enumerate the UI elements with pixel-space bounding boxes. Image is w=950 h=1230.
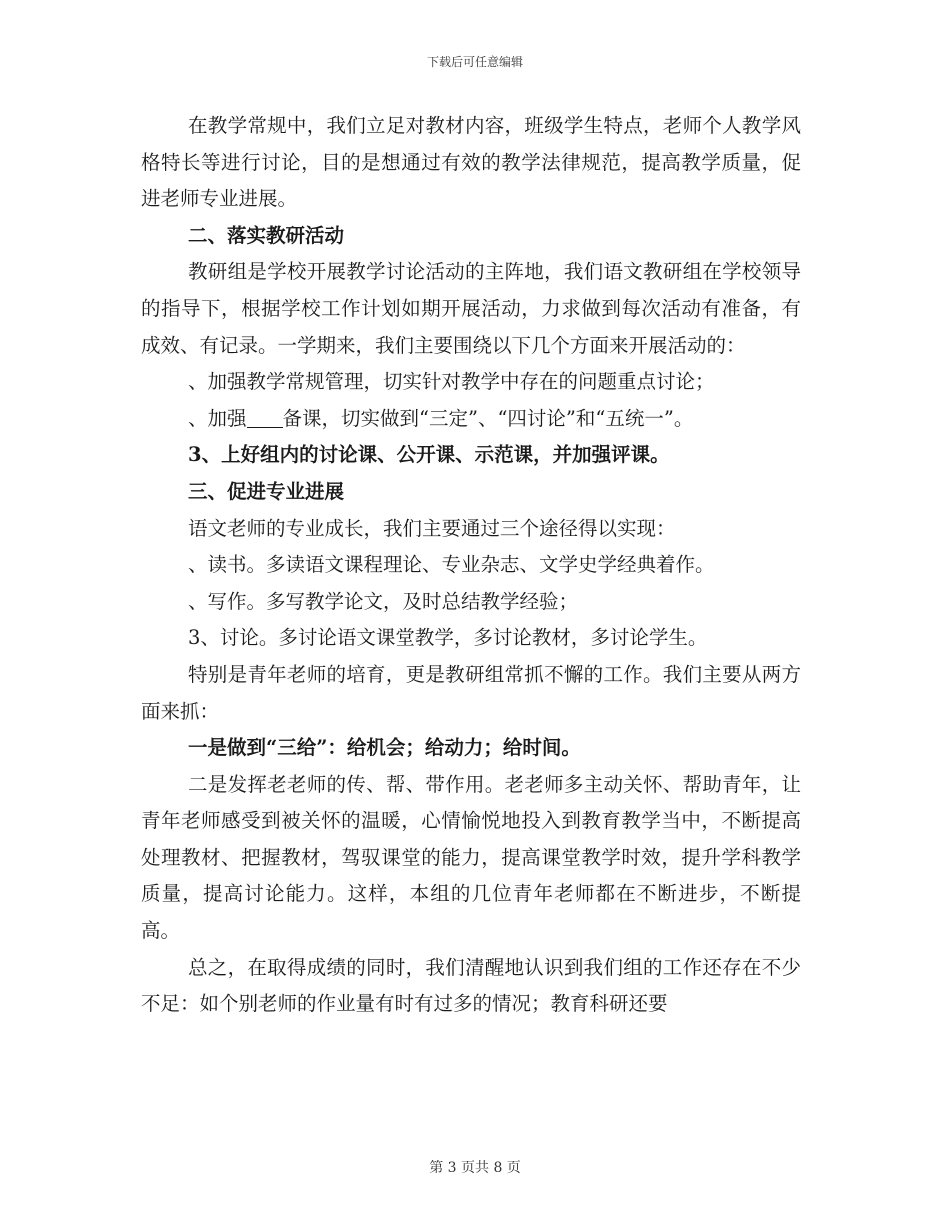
- list-item-2-after: 备课，切实做到“三定”、“四讨论”和“五统一”。: [282, 406, 694, 430]
- list-item-2: [141, 401, 801, 438]
- paragraph-summary: 总之，在取得成绩的同时，我们清醒地认识到我们组的工作还存在不少不足：如个别老师的作业量有时有过多的情况；教育科研还要: [141, 955, 801, 1016]
- list-item-3: 3、上好组内的讨论课、公开课、示范课，并加强评课。: [188, 443, 670, 467]
- page-footer: 第 3 页共 8 页: [429, 1160, 521, 1176]
- list-item-1: 、加强教学常规管理，切实针对教学中存在的问题重点讨论；: [188, 370, 715, 394]
- paragraph-research-group: 教研组是学校开展教学讨论活动的主阵地，我们语文教研组在学校领导的指导下，根据学校工作计划如期开展活动，力求做到每次活动有准备，有成效、有记录。一学期来，我们主要围绕以下几个方面来开展活动的：: [141, 260, 801, 357]
- list-item-2-before: 、加强: [188, 406, 247, 430]
- list-item-discussion: 3、讨论。多讨论语文课堂教学，多讨论教材，多讨论学生。: [188, 626, 708, 650]
- paragraph-three-gives: 一是做到“三给”：给机会；给动力；给时间。: [188, 736, 581, 760]
- blank-underline: [247, 407, 283, 428]
- section-heading-3: 三、促进专业进展: [188, 479, 345, 503]
- section-heading-2: 二、落实教研活动: [188, 223, 345, 247]
- paragraph-professional-growth: 语文老师的专业成长，我们主要通过三个途径得以实现：: [188, 516, 676, 540]
- paragraph-mentoring: 二是发挥老老师的传、帮、带作用。老老师多主动关怀、帮助青年，让青年老师感受到被关怀的温暖，心情愉悦地投入到教育教学当中，不断提高处理教材、把握教材，驾驭课堂的能力，提高课堂教学时效，提升学科教学质量，提高讨论能力。这样，本组的几位青年老师都在不断进步，不断提高。: [141, 772, 801, 943]
- document-body: [141, 108, 801, 1023]
- list-item-reading: 、读书。多读语文课程理论、专业杂志、文学史学经典着作。: [188, 553, 715, 577]
- paragraph-teaching-routine: 在教学常规中，我们立足对教材内容，班级学生特点，老师个人教学风格特长等进行讨论，目的是想通过有效的教学法律规范，提高教学质量，促进老师专业进展。: [141, 114, 801, 211]
- list-item-writing: 、写作。多写教学论文，及时总结教学经验；: [188, 589, 579, 613]
- page-header: 下载后可任意编辑: [426, 55, 523, 69]
- paragraph-young-teachers: 特别是青年老师的培育，更是教研组常抓不懈的工作。我们主要从两方面来抓：: [141, 662, 801, 723]
